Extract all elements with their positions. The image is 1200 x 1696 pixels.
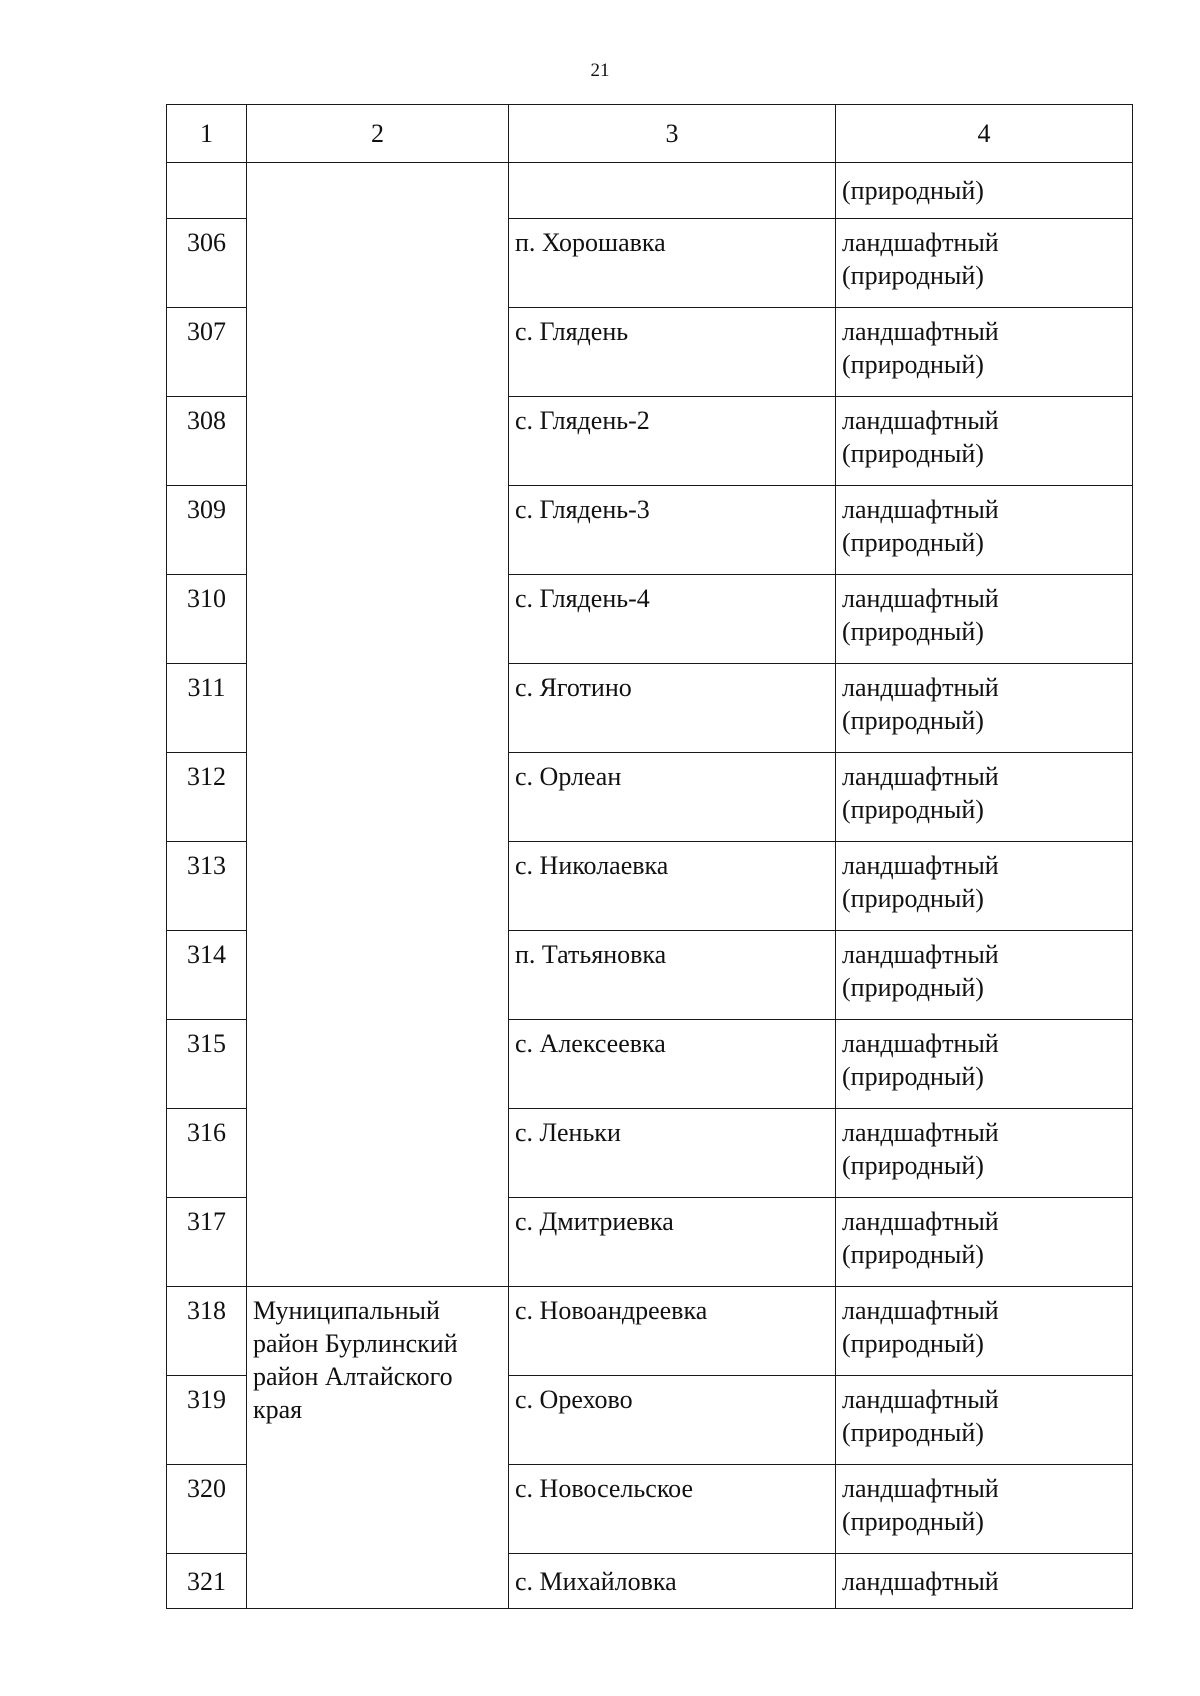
settlement-cell: с. Глядень-3: [509, 486, 836, 575]
row-number-cell: 309: [167, 486, 247, 575]
type-line-2: (природный): [842, 1507, 984, 1536]
type-line-1: ландшафтный: [842, 1207, 999, 1236]
settlement-cell: с. Глядень-4: [509, 575, 836, 664]
settlement-cell: [509, 163, 836, 219]
type-cell: (природный): [836, 163, 1133, 219]
settlement-cell: с. Орлеан: [509, 753, 836, 842]
type-line-1: ландшафтный: [842, 1296, 999, 1325]
row-number-cell: 319: [167, 1376, 247, 1465]
type-cell: [836, 219, 1133, 308]
header-col-1: 1: [167, 105, 247, 163]
settlement-cell: с. Глядень-2: [509, 397, 836, 486]
table-header-row: [167, 105, 1133, 163]
type-line-2: (природный): [842, 1240, 984, 1269]
type-line-1: ландшафтный: [842, 584, 999, 613]
type-line-1: ландшафтный: [842, 940, 999, 969]
type-line-1: ландшафтный: [842, 1118, 999, 1147]
type-line-1: ландшафтный: [842, 406, 999, 435]
row-number-cell: 313: [167, 842, 247, 931]
type-cell: ландшафтный: [836, 1554, 1133, 1609]
type-cell: [836, 575, 1133, 664]
district-cell-previous: [247, 163, 509, 1287]
settlement-cell: с. Николаевка: [509, 842, 836, 931]
row-number-cell: 312: [167, 753, 247, 842]
row-number-cell: 317: [167, 1198, 247, 1287]
type-cell: [836, 486, 1133, 575]
settlement-cell: с. Алексеевка: [509, 1020, 836, 1109]
type-line-1: ландшафтный: [842, 673, 999, 702]
type-cell: [836, 842, 1133, 931]
row-number-cell: 306: [167, 219, 247, 308]
settlement-cell: с. Новоандреевка: [509, 1287, 836, 1376]
type-line-2: (природный): [842, 884, 984, 913]
settlement-cell: с. Дмитриевка: [509, 1198, 836, 1287]
table-row-continued: [167, 163, 1133, 219]
type-line-1: ландшафтный: [842, 228, 999, 257]
row-number-cell: 318: [167, 1287, 247, 1376]
settlement-cell: с. Орехово: [509, 1376, 836, 1465]
settlement-cell: с. Михайловка: [509, 1554, 836, 1609]
header-col-3: 3: [509, 105, 836, 163]
row-number-cell: 316: [167, 1109, 247, 1198]
type-line-1: ландшафтный: [842, 1029, 999, 1058]
type-line-1: ландшафтный: [842, 317, 999, 346]
type-cell: [836, 1287, 1133, 1376]
type-cell: [836, 664, 1133, 753]
type-line-2: (природный): [842, 617, 984, 646]
type-line-2: (природный): [842, 350, 984, 379]
header-col-2: 2: [247, 105, 509, 163]
type-line-2: (природный): [842, 973, 984, 1002]
row-number-cell: 314: [167, 931, 247, 1020]
settlement-cell: с. Новосельское: [509, 1465, 836, 1554]
settlement-cell: п. Хорошавка: [509, 219, 836, 308]
row-number-cell: 311: [167, 664, 247, 753]
settlement-cell: с. Глядень: [509, 308, 836, 397]
type-cell: [836, 308, 1133, 397]
table-row: [167, 1287, 1133, 1376]
type-line-1: ландшафтный: [842, 1385, 999, 1414]
type-line-2: (природный): [842, 439, 984, 468]
settlement-cell: с. Яготино: [509, 664, 836, 753]
row-number-cell: 310: [167, 575, 247, 664]
type-cell: [836, 1465, 1133, 1554]
district-cell-burlinsky: Муниципальный район Бурлинский район Алтайского края: [247, 1287, 509, 1609]
heritage-sites-table: [166, 104, 1133, 1609]
page-number: 21: [590, 60, 610, 81]
type-line-1: ландшафтный: [842, 495, 999, 524]
row-number-cell: [167, 163, 247, 219]
type-line-2: (природный): [842, 706, 984, 735]
type-cell: [836, 397, 1133, 486]
type-cell: [836, 1020, 1133, 1109]
type-line-2: (природный): [842, 1151, 984, 1180]
type-line-2: (природный): [842, 795, 984, 824]
type-line-2: (природный): [842, 1418, 984, 1447]
row-number-cell: 321: [167, 1554, 247, 1609]
row-number-cell: 307: [167, 308, 247, 397]
settlement-cell: с. Леньки: [509, 1109, 836, 1198]
type-cell: [836, 1198, 1133, 1287]
type-cell: [836, 931, 1133, 1020]
type-cell: [836, 1376, 1133, 1465]
type-line-1: ландшафтный: [842, 762, 999, 791]
type-line-1: ландшафтный: [842, 1474, 999, 1503]
row-number-cell: 308: [167, 397, 247, 486]
type-line-2: (природный): [842, 528, 984, 557]
type-cell: [836, 753, 1133, 842]
type-line-1: ландшафтный: [842, 851, 999, 880]
type-line-2: (природный): [842, 261, 984, 290]
header-col-4: 4: [836, 105, 1133, 163]
type-line-2: (природный): [842, 1329, 984, 1358]
settlement-cell: п. Татьяновка: [509, 931, 836, 1020]
type-cell: [836, 1109, 1133, 1198]
row-number-cell: 320: [167, 1465, 247, 1554]
row-number-cell: 315: [167, 1020, 247, 1109]
type-line-2: (природный): [842, 1062, 984, 1091]
